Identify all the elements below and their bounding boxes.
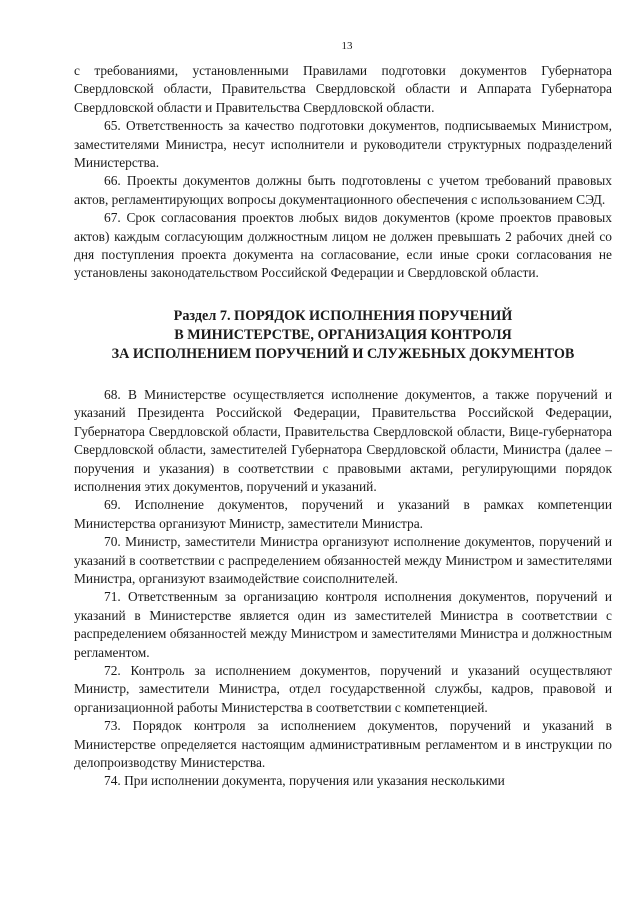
paragraph-69: 69. Исполнение документов, поручений и указаний в рамках компетенции Министерства организуют Министр, заместители Министра. [74,497,612,531]
paragraph-66: 66. Проекты документов должны быть подготовлены с учетом требований правовых актов, регламентирующих вопросы документационного обеспечения с использованием СЭД. [74,173,612,207]
paragraph-67: 67. Срок согласования проектов любых видов документов (кроме проектов правовых актов) каждым согласующим должностным лицом не должен превышать 2 рабочих дней со дня поступления проекта документа на согласование, если иные сроки согласования не установлены законодательством Российской Федерации и Свердловской области. [74,210,612,281]
paragraphs-after-section [74,386,612,791]
paragraph-74: 74. При исполнении документа, поручения или указания несколькими [104,773,505,789]
section-7-heading [74,307,612,364]
paragraphs-before-section [74,62,612,283]
paragraph-72: 72. Контроль за исполнением документов, поручений и указаний осуществляют Министр, заместители Министра, отдел государственной службы, кадров, правовой и организационной работы Министерства в соответствии с компетенцией. [74,662,612,715]
paragraph-70: 70. Министр, заместители Министра организуют исполнение документов, поручений и указаний в соответствии с распределением обязанностей между Министром и заместителями Министра, организуют взаимодействие соисполнителей. [74,534,612,586]
paragraph-65: 65. Ответственность за качество подготовки документов, подписываемых Министром, заместителями Министра, несут исполнители и руководители структурных подразделений Министерства. [74,118,612,171]
section-heading-line-1: Раздел 7. ПОРЯДОК ИСПОЛНЕНИЯ ПОРУЧЕНИЙ [173,307,513,324]
paragraph-64-continuation: с требованиями, установленными Правилами подготовки документов Губернатора Свердловской области, Правительства Свердловской области и Аппарата Губернатора Свердловской области и Правительства Свердловской области. [74,63,612,115]
page-number: 13 [341,40,353,52]
section-heading-line-3: ЗА ИСПОЛНЕНИЕМ ПОРУЧЕНИЙ И СЛУЖЕБНЫХ ДОКУМЕНТОВ [111,345,575,362]
paragraph-73: 73. Порядок контроля за исполнением документов, поручений и указаний в Министерстве определяется настоящим административным регламентом и в инструкции по делопроизводству Министерства. [74,718,612,770]
section-heading-line-2: В МИНИСТЕРСТВЕ, ОРГАНИЗАЦИЯ КОНТРОЛЯ [174,326,512,343]
paragraph-71: 71. Ответственным за организацию контроля исполнения документов, поручений и указаний в Министерстве является один из заместителей Министра в соответствии с распределением обязанностей между Министром и заместителями Министра и должностным регламентом. [74,589,612,660]
paragraph-68: 68. В Министерстве осуществляется исполнение документов, а также поручений и указаний Президента Российской Федерации, Правительства Российской Федерации, Губернатора Свердловской области, Правительства Свердловской области, Вице-губернатора Свердловской области, заместителей Губернатора Свердловской области, Министра (далее – поручения и указания) в соответствии с правовыми актами, регулирующими порядок исполнения этих документов, поручений и указаний. [74,386,612,494]
